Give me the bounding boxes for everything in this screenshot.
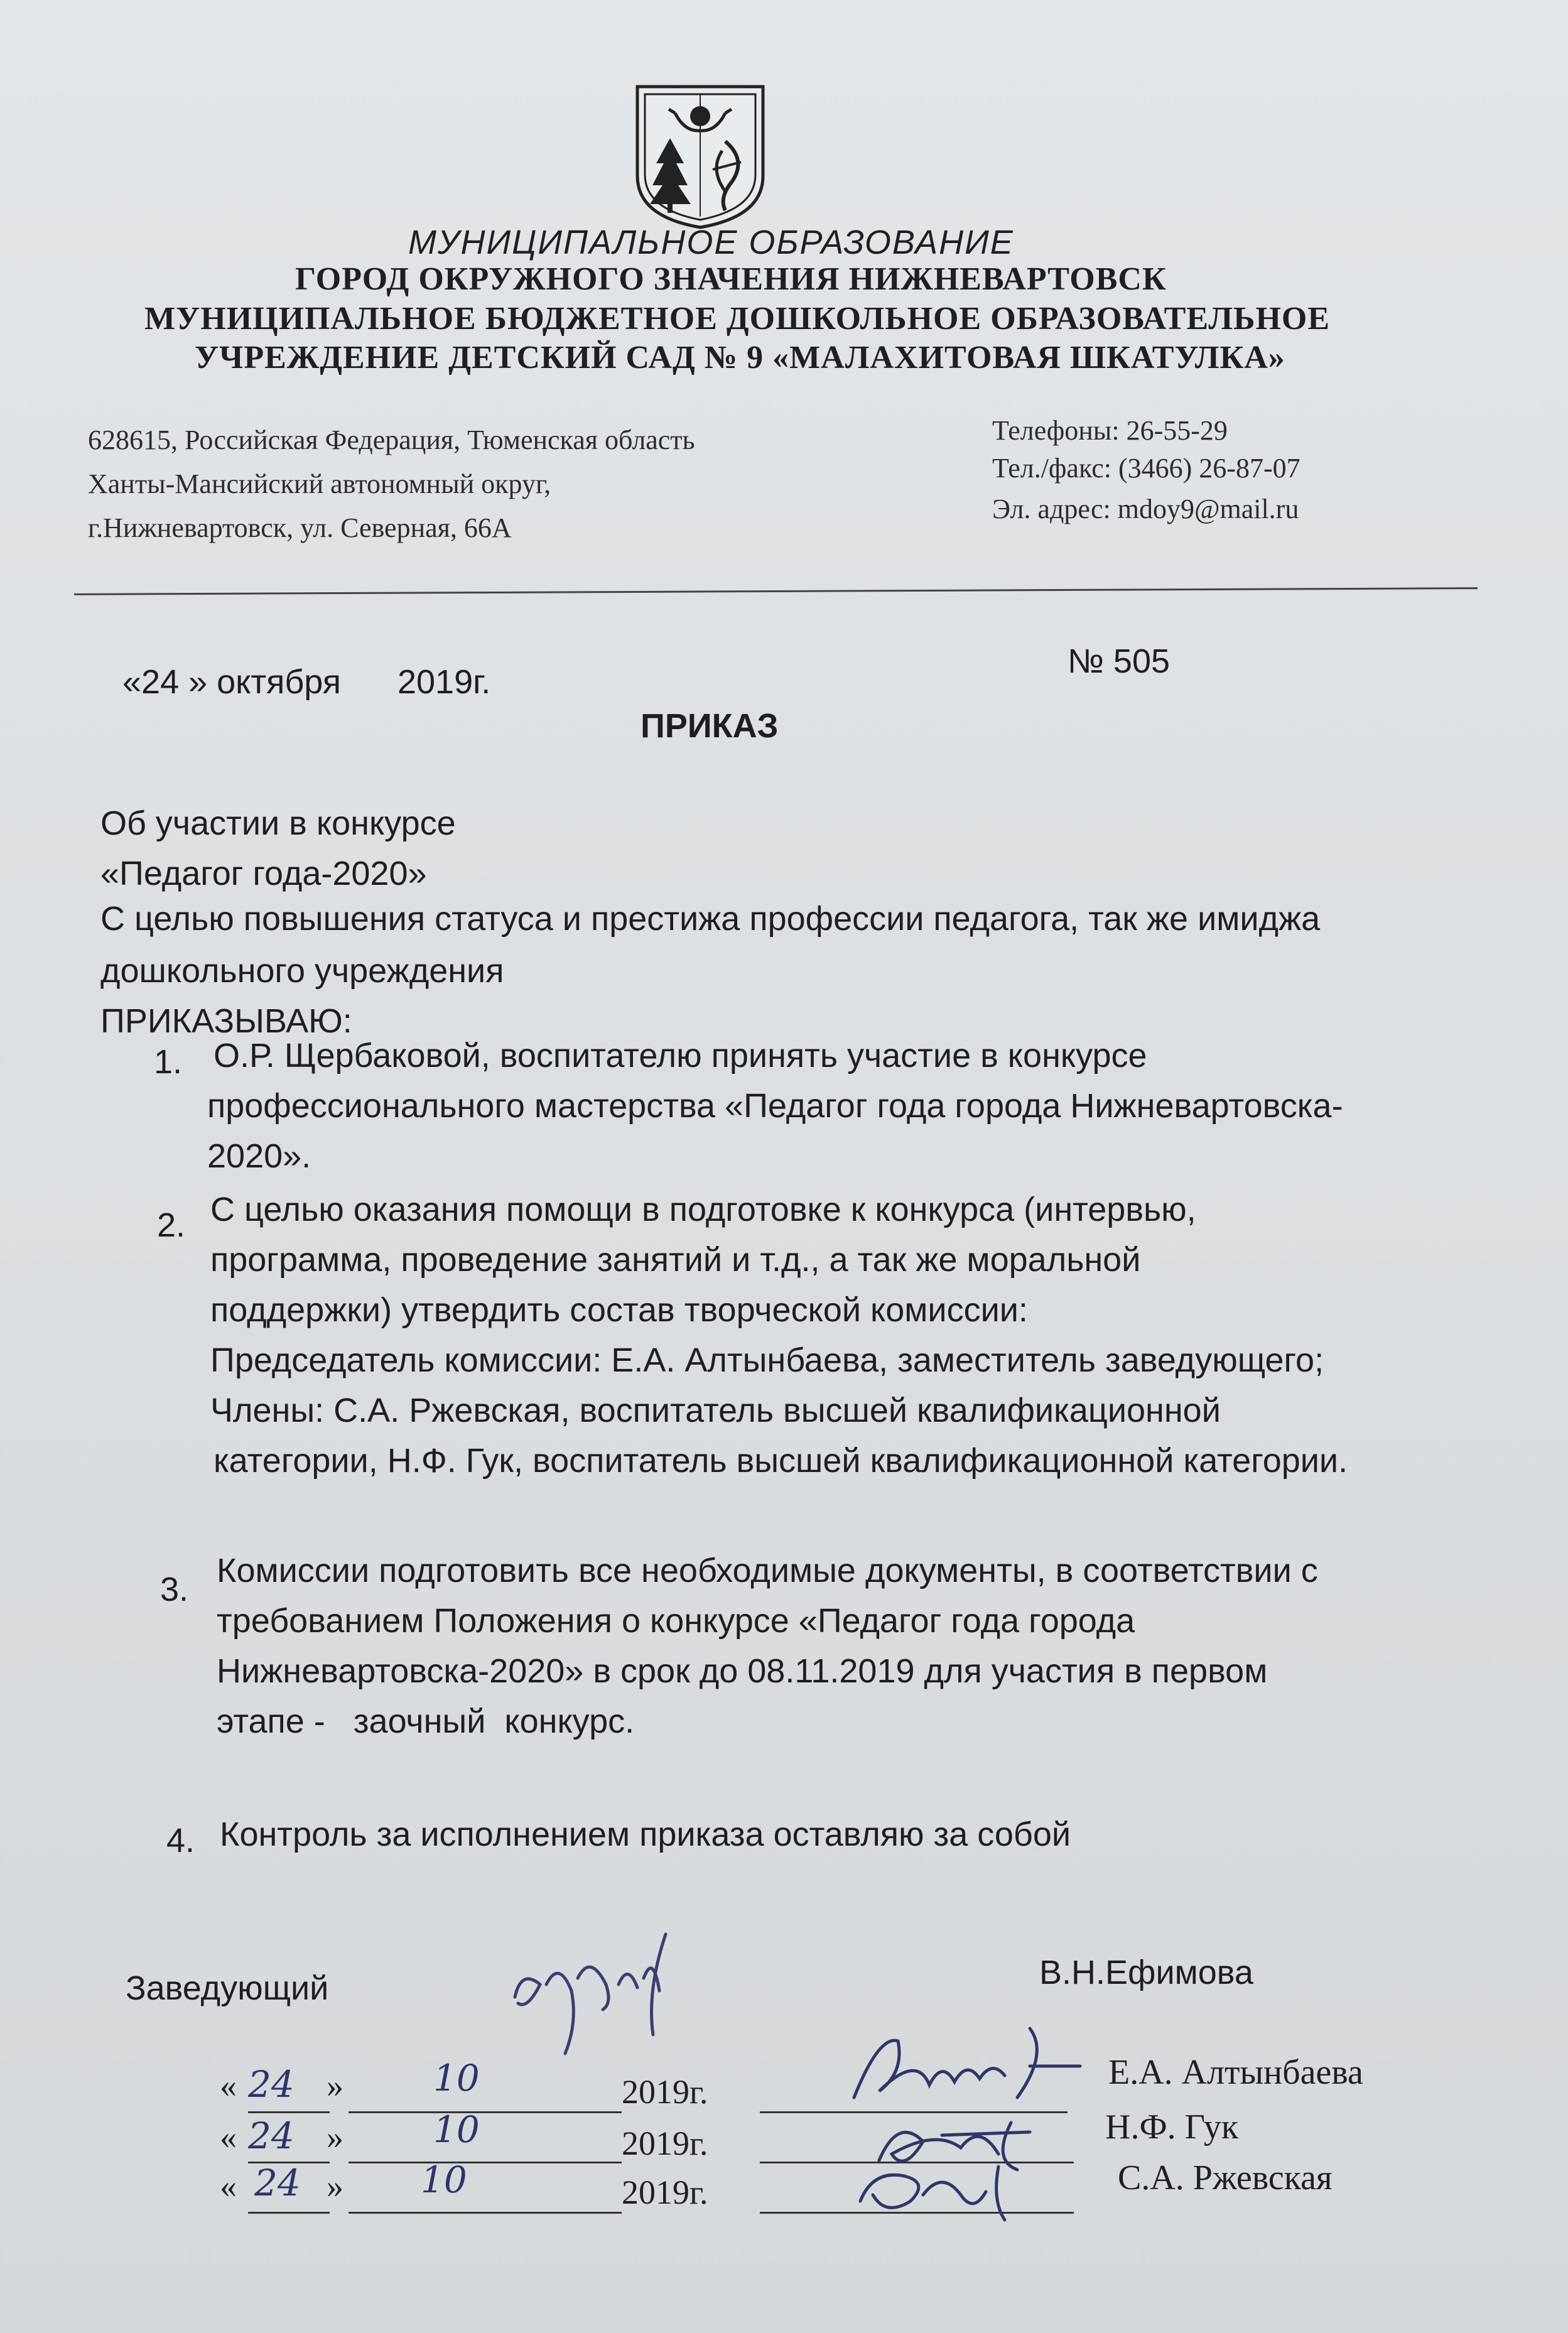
header-municipality: МУНИЦИПАЛЬНОЕ ОБРАЗОВАНИЕ <box>408 224 1014 261</box>
ack-month: 10 <box>421 2158 467 2201</box>
subject-line1: Об участии в конкурсе <box>100 804 456 842</box>
list-item-text: Члены: С.А. Ржевская, воспитатель высшей квалификационной <box>210 1392 1221 1429</box>
ack-day: 24 <box>248 2114 295 2157</box>
ack-year: 2019г. <box>622 2073 708 2111</box>
ack-name: С.А. Ржевская <box>1118 2158 1333 2197</box>
order-number: № 505 <box>1068 642 1171 680</box>
list-item-text: Контроль за исполнением приказа оставляю за собой <box>220 1816 1071 1853</box>
subject-line2: «Педагог года-2020» <box>100 855 427 892</box>
contact-phones: Телефоны: 26-55-29 <box>992 415 1228 446</box>
ack-day: 24 <box>248 2063 295 2106</box>
preamble-line2: дошкольного учреждения <box>100 952 504 990</box>
header-city: ГОРОД ОКРУЖНОГО ЗНАЧЕНИЯ НИЖНЕВАРТОВСК <box>295 261 1167 297</box>
ack-month: 10 <box>433 2057 480 2099</box>
ack-close-quote: » <box>327 2067 343 2104</box>
list-item-text: поддержки) утвердить состав творческой комиссии: <box>210 1291 1028 1329</box>
list-item-text: 2020». <box>207 1137 311 1175</box>
list-item-number: 1. <box>154 1043 183 1081</box>
order-title: ПРИКАЗ <box>641 707 779 745</box>
ack-open-quote: « <box>220 2067 237 2104</box>
ack-month-underline <box>349 2111 622 2113</box>
contact-email: Эл. адрес: mdoy9@mail.ru <box>992 494 1299 524</box>
list-item-text: категории, Н.Ф. Гук, воспитатель высшей квалификационной категории. <box>214 1442 1348 1480</box>
address-line3: г.Нижневартовск, ул. Северная, 66А <box>88 512 512 543</box>
address-line1: 628615, Российская Федерация, Тюменская область <box>88 425 695 455</box>
list-item-text: С целью оказания помощи в подготовке к конкурса (интервью, <box>210 1191 1196 1228</box>
ack-close-quote: » <box>327 2118 343 2156</box>
list-item-number: 2. <box>157 1206 186 1244</box>
director-signature <box>502 1909 710 2072</box>
header-institution-line2: УЧРЕЖДЕНИЕ ДЕТСКИЙ САД № 9 «МАЛАХИТОВАЯ ШКАТУЛКА» <box>195 340 1285 376</box>
list-item-text: Председатель комиссии: Е.А. Алтынбаева, заместитель заведующего; <box>210 1341 1324 1379</box>
ack-open-quote: « <box>220 2118 237 2156</box>
coat-of-arms-emblem <box>631 82 769 232</box>
contact-fax: Тел./факс: (3466) 26-87-07 <box>992 453 1300 484</box>
ack-year: 2019г. <box>622 2173 708 2211</box>
ack-day-underline <box>248 2111 330 2113</box>
ack-month-underline <box>349 2162 622 2163</box>
list-item-text: профессионального мастерства «Педагог года города Нижневартовска- <box>207 1087 1343 1125</box>
order-command: ПРИКАЗЫВАЮ: <box>100 1002 352 1040</box>
address-line2: Ханты-Мансийский автономный округ, <box>88 468 551 499</box>
ack-name: Н.Ф. Гук <box>1105 2108 1239 2146</box>
ack-month-underline <box>349 2212 622 2214</box>
preamble-line1: С целью повышения статуса и престижа профессии педагога, так же имиджа <box>100 900 1321 938</box>
header-divider <box>74 587 1478 595</box>
list-item-text: О.Р. Щербаковой, воспитателю принять участие в конкурсе <box>214 1037 1147 1074</box>
list-item-text: программа, проведение занятий и т.д., а так же моральной <box>210 1241 1141 1279</box>
ack-day-underline <box>248 2212 330 2214</box>
header-institution-line1: МУНИЦИПАЛЬНОЕ БЮДЖЕТНОЕ ДОШКОЛЬНОЕ ОБРАЗОВАТЕЛЬНОЕ <box>144 301 1331 337</box>
ack-year: 2019г. <box>622 2125 708 2162</box>
ack-day: 24 <box>254 2162 301 2204</box>
list-item-number: 3. <box>160 1571 189 1608</box>
ack-close-quote: » <box>327 2167 343 2205</box>
list-item-text: этапе - заочный конкурс. <box>217 1702 635 1740</box>
signatory-position: Заведующий <box>126 1969 329 2007</box>
signatory-name: В.Н.Ефимова <box>1039 1954 1253 1991</box>
ack-open-quote: « <box>220 2167 237 2205</box>
list-item-number: 4. <box>166 1822 195 1859</box>
ack-signature-altynbaeva <box>841 2016 1105 2116</box>
order-date: «24 » октября 2019г. <box>122 663 491 701</box>
list-item-text: Нижневартовска-2020» в срок до 08.11.2019 для участия в первом <box>217 1652 1268 1690</box>
list-item-text: Комиссии подготовить все необходимые документы, в соответствии с <box>217 1552 1318 1589</box>
ack-signature-rzhevskaya <box>848 2157 1049 2226</box>
list-item-text: требованием Положения о конкурсе «Педагог года города <box>217 1602 1135 1640</box>
ack-month: 10 <box>433 2108 480 2151</box>
ack-name: Е.А. Алтынбаева <box>1108 2053 1363 2092</box>
